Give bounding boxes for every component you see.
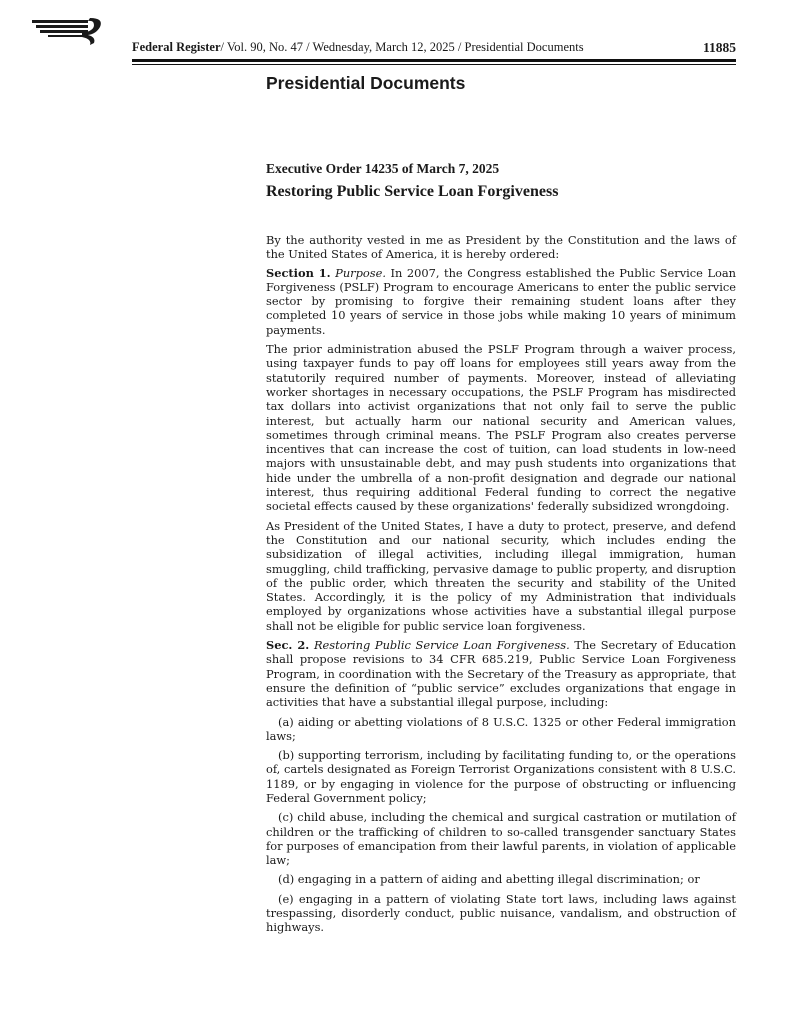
document-body [266, 233, 736, 940]
page-number: 11885 [702, 40, 736, 55]
section-1-heading: Purpose. [335, 265, 386, 280]
publication-name: Federal Register [132, 40, 221, 54]
header-rule-thin [132, 64, 736, 65]
section-2-heading: Restoring Public Service Loan Forgiveness. [313, 638, 570, 653]
header-rule [132, 59, 736, 62]
section-2-paragraph [266, 638, 736, 709]
section-1-paragraph-3: As President of the United States, I have a duty to protect, preserve, and defend the Constitution and our national security, which includes ending the subsidization of illegal activities, including illegal immigration, human smuggling, child trafficking, pervasive damage to public property, and disruption of the public order, which threaten the security and stability of the United States. Accordingly, it is the policy of my Administration that individuals employed by organizations whose activities have a substantial illegal purpose shall not be eligible for public service loan forgiveness. [266, 518, 736, 633]
section-1-paragraph-2: The prior administration abused the PSLF Program through a waiver process, using taxpayer funds to pay off loans for employees still years away from the statutorily required number of payments. Moreover, instead of alleviating worker shortages in necessary occupations, the PSLF Program has misdirected tax dollars into activist organizations that not only fail to serve the public interest, but actually harm our national security and American values, sometimes through criminal means. The PSLF Program also creates perverse incentives that can increase the cost of tuition, can load students in low-need majors with unsustainable debt, and may push students into organizations that hide under the umbrella of a non-profit designation and degrade our national interest, thus requiring additional Federal funding to correct the negative societal effects caused by these organizations' federally subsidized wrongdoing. [266, 342, 736, 514]
gpo-logo [30, 14, 110, 46]
list-item-b: (b) supporting terrorism, including by facilitating funding to, or the operations of, cartels designated as Foreign Terrorist Organizations consistent with 8 U.S.C. 1189, or by engaging in violence for the purpose of obstructing or influencing Federal Government policy; [266, 748, 736, 805]
section-1-text: In 2007, the Congress established the Public Service Loan Forgiveness (PSLF) Program to encourage Americans to enter the public service sector by promising to forgive their remaining student loans after they completed 10 years of service in those jobs while making 10 years of minimum payments. [266, 265, 736, 337]
list-item-e: (e) engaging in a pattern of violating State tort laws, including laws against trespassing, disorderly conduct, public nuisance, vandalism, and obstruction of highways. [266, 891, 736, 935]
issue-details: / Vol. 90, No. 47 / Wednesday, March 12, 2025 / Presidential Documents [220, 40, 584, 54]
section-1-paragraph [266, 266, 736, 337]
list-item-a: (a) aiding or abetting violations of 8 U.S.C. 1325 or other Federal immigration laws; [266, 714, 736, 743]
running-head [132, 40, 584, 55]
executive-order-title: Restoring Public Service Loan Forgiveness [266, 183, 559, 200]
list-item-c: (c) child abuse, including the chemical and surgical castration or mutilation of children or the trafficking of children to so-called transgender sanctuary States for purposes of emancipation from their lawful parents, in violation of applicable law; [266, 810, 736, 868]
section-2-text: The Secretary of Education shall propose revisions to 34 CFR 685.219, Public Service Loan Forgiveness Program, in coordination with the Secretary of the Treasury as appropriate, that ensure the definition of “public service” excludes organizations that engage in activities that have a substantial illegal purpose, including: [266, 638, 737, 710]
gpo-logo-mark [32, 18, 101, 45]
section-2-label: Sec. 2. [266, 638, 310, 653]
page-header [132, 40, 736, 60]
intro-paragraph: By the authority vested in me as President by the Constitution and the laws of the United States of America, it is hereby ordered: [266, 233, 736, 262]
list-item-d: (d) engaging in a pattern of aiding and abetting illegal discrimination; or [278, 872, 700, 887]
section-title: Presidential Documents [266, 73, 466, 93]
executive-order-number: Executive Order 14235 of March 7, 2025 [266, 161, 500, 176]
section-1-label: Section 1. [266, 265, 331, 280]
